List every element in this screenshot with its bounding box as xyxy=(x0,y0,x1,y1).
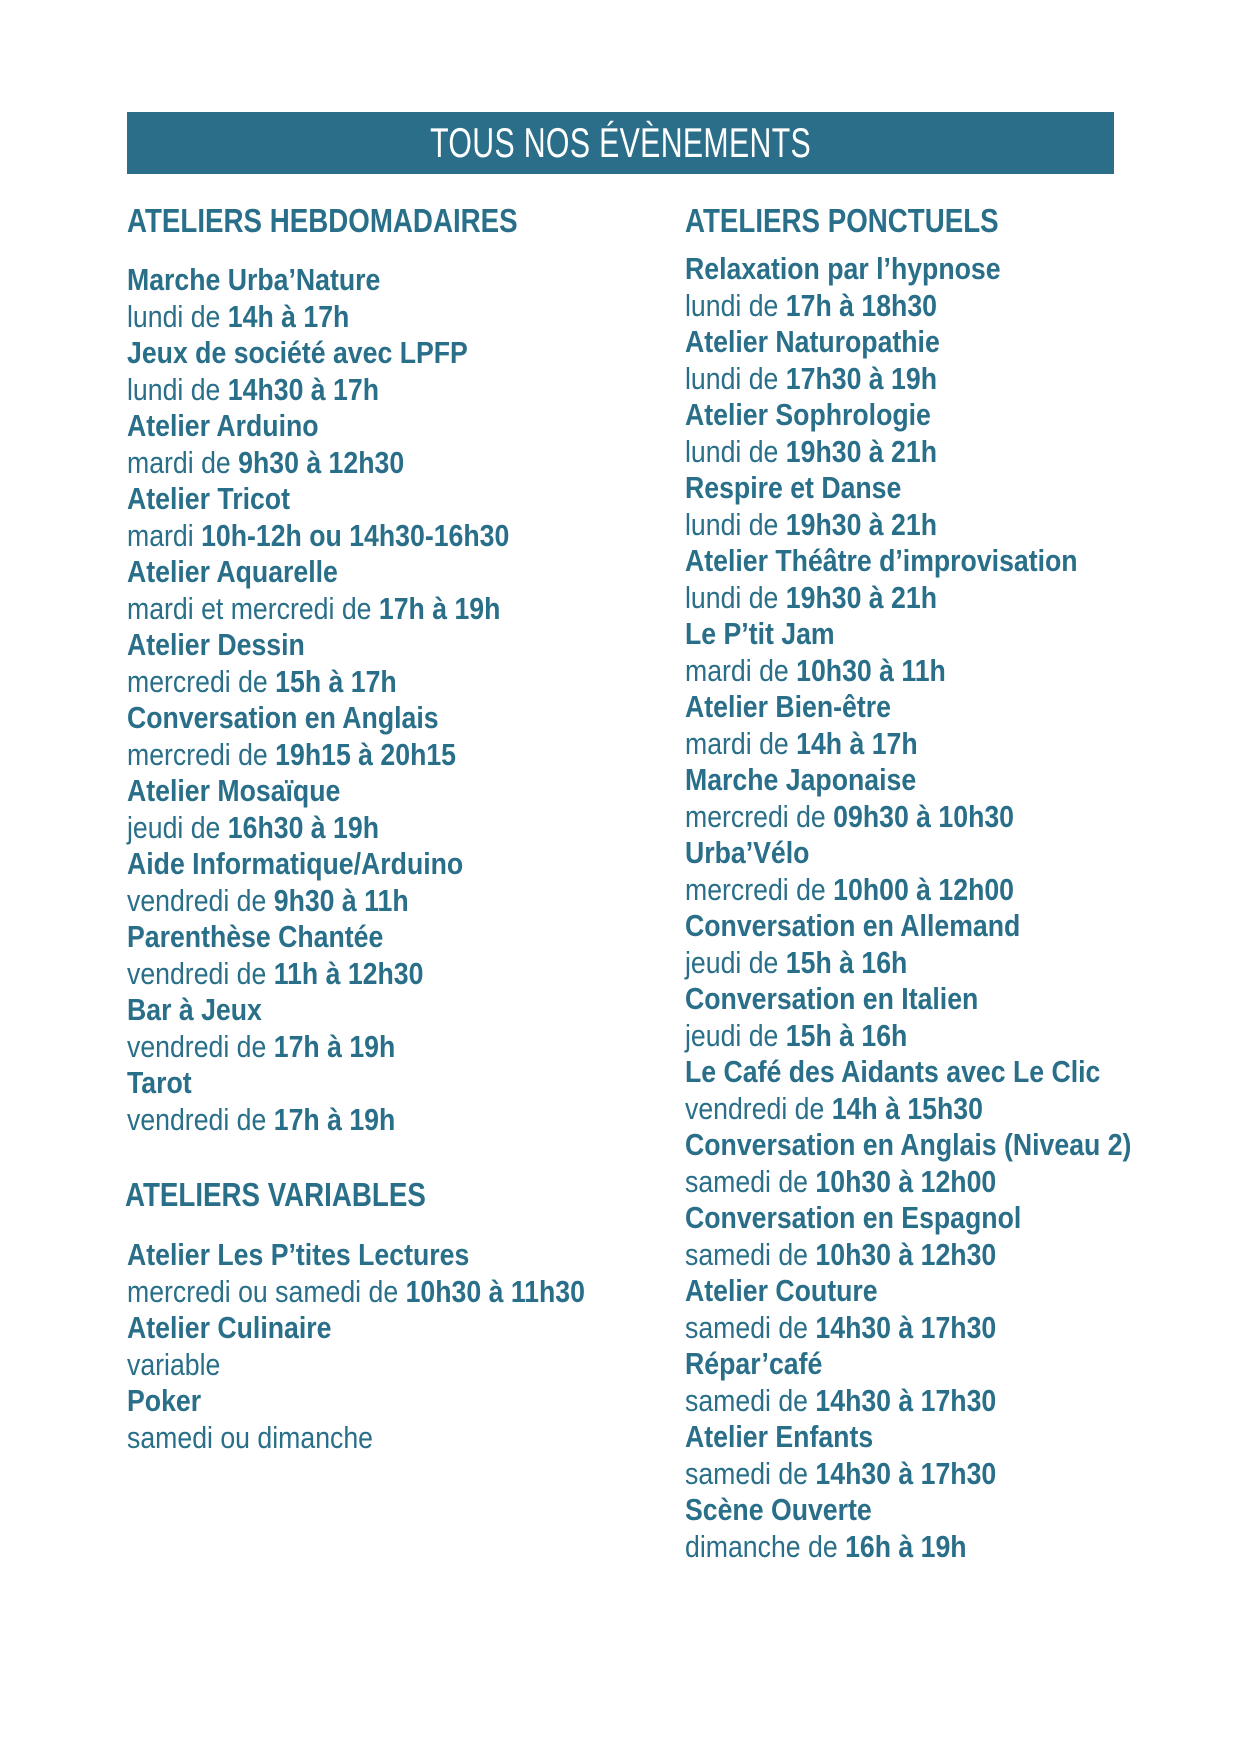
event-day: lundi de xyxy=(685,360,786,396)
event-item xyxy=(685,470,1225,543)
event-schedule xyxy=(685,945,1149,982)
event-item xyxy=(127,481,667,554)
event-schedule xyxy=(127,299,591,336)
event-day: mercredi de xyxy=(685,871,834,907)
event-list-variables xyxy=(127,1237,667,1456)
event-day: vendredi de xyxy=(685,1090,832,1126)
event-name: Marche Japonaise xyxy=(685,762,917,797)
event-item xyxy=(127,700,667,773)
event-item xyxy=(127,262,667,335)
event-name: Atelier Couture xyxy=(685,1273,878,1308)
event-name: Atelier Arduino xyxy=(127,408,319,443)
event-day: jeudi de xyxy=(127,809,228,845)
event-name: Atelier Mosaïque xyxy=(127,773,341,808)
event-name: Conversation en Anglais xyxy=(127,700,439,735)
event-item xyxy=(127,627,667,700)
event-hours: 19h15 à 20h15 xyxy=(275,736,457,772)
event-name: Atelier Naturopathie xyxy=(685,324,940,359)
event-name: Atelier Aquarelle xyxy=(127,554,338,589)
event-hours: 15h à 16h xyxy=(785,944,908,980)
event-name: Le Café des Aidants avec Le Clic xyxy=(685,1054,1101,1089)
event-day: dimanche de xyxy=(685,1528,846,1564)
section-title-ponctuels: ATELIERS PONCTUELS xyxy=(685,202,999,239)
event-hours: 15h à 17h xyxy=(275,663,397,699)
event-schedule xyxy=(685,1164,1149,1201)
event-schedule xyxy=(127,956,591,993)
event-schedule xyxy=(127,883,591,920)
event-hours: 17h à 19h xyxy=(378,590,501,626)
event-schedule xyxy=(685,580,1149,617)
event-name: Relaxation par l’hypnose xyxy=(685,251,1001,286)
event-day: samedi de xyxy=(685,1382,816,1418)
left-column xyxy=(127,200,667,1456)
event-day: vendredi de xyxy=(127,955,274,991)
event-hours: 14h à 15h30 xyxy=(831,1090,983,1126)
event-hours: 16h30 à 19h xyxy=(227,809,379,845)
event-schedule xyxy=(685,1383,1149,1420)
event-day: variable xyxy=(127,1346,221,1382)
event-name: Aide Informatique/Arduino xyxy=(127,846,464,881)
event-item xyxy=(685,1346,1225,1419)
event-name: Répar’café xyxy=(685,1346,823,1381)
event-schedule xyxy=(685,872,1149,909)
event-item xyxy=(685,908,1225,981)
event-schedule xyxy=(127,664,591,701)
event-day: lundi de xyxy=(685,506,786,542)
event-name: Atelier Tricot xyxy=(127,481,290,516)
event-name: Conversation en Espagnol xyxy=(685,1200,1022,1235)
page-title: TOUS NOS ÉVÈNEMENTS xyxy=(430,119,811,166)
event-hours: 11h à 12h30 xyxy=(273,955,424,991)
event-hours: 19h30 à 21h xyxy=(785,579,937,615)
event-day: samedi de xyxy=(685,1309,816,1345)
event-schedule xyxy=(127,445,591,482)
event-hours: 17h à 18h30 xyxy=(785,287,937,323)
event-day: samedi ou dimanche xyxy=(127,1419,374,1455)
event-item xyxy=(127,992,667,1065)
event-schedule xyxy=(685,799,1149,836)
event-name: Atelier Sophrologie xyxy=(685,397,931,432)
event-day: vendredi de xyxy=(127,1028,274,1064)
event-hours: 14h à 17h xyxy=(796,725,918,761)
event-item xyxy=(127,554,667,627)
event-day: mercredi de xyxy=(127,736,276,772)
event-hours: 10h30 à 11h xyxy=(796,652,946,688)
event-hours: 14h30 à 17h30 xyxy=(815,1382,997,1418)
event-name: Parenthèse Chantée xyxy=(127,919,384,954)
event-item xyxy=(685,835,1225,908)
event-name: Atelier Théâtre d’improvisation xyxy=(685,543,1078,578)
event-day: samedi de xyxy=(685,1163,816,1199)
event-schedule xyxy=(685,1091,1149,1128)
event-hours: 10h30 à 12h30 xyxy=(815,1236,997,1272)
event-name: Urba’Vélo xyxy=(685,835,810,870)
event-item xyxy=(685,981,1225,1054)
event-schedule xyxy=(127,518,591,555)
event-list-ponctuels xyxy=(685,251,1225,1565)
event-name: Conversation en Anglais (Niveau 2) xyxy=(685,1127,1132,1162)
event-hours: 19h30 à 21h xyxy=(785,506,937,542)
event-day: vendredi de xyxy=(127,882,274,918)
event-hours: 17h30 à 19h xyxy=(785,360,937,396)
event-item xyxy=(685,1419,1225,1492)
event-schedule xyxy=(685,507,1149,544)
event-name: Conversation en Italien xyxy=(685,981,979,1016)
event-item xyxy=(127,1310,667,1383)
event-item xyxy=(685,616,1225,689)
event-item xyxy=(685,251,1225,324)
event-day: mercredi ou samedi de xyxy=(127,1273,406,1309)
event-name: Marche Urba’Nature xyxy=(127,262,381,297)
section-title-variables: ATELIERS VARIABLES xyxy=(125,1176,426,1213)
event-day: mardi de xyxy=(685,652,797,688)
event-item xyxy=(127,1065,667,1138)
event-schedule xyxy=(685,1310,1149,1347)
event-hours: 10h00 à 12h00 xyxy=(833,871,1015,907)
event-schedule xyxy=(685,1529,1149,1566)
event-hours: 14h30 à 17h30 xyxy=(815,1455,997,1491)
event-day: mardi xyxy=(127,517,202,553)
event-name: Tarot xyxy=(127,1065,192,1100)
event-item xyxy=(127,408,667,481)
event-schedule xyxy=(127,1274,591,1311)
event-item xyxy=(127,919,667,992)
title-banner xyxy=(127,112,1114,174)
event-day: lundi de xyxy=(127,298,228,334)
event-hours: 17h à 19h xyxy=(273,1028,396,1064)
event-name: Scène Ouverte xyxy=(685,1492,872,1527)
section-title-hebdomadaires: ATELIERS HEBDOMADAIRES xyxy=(127,202,518,239)
event-day: mardi de xyxy=(127,444,239,480)
event-item xyxy=(127,846,667,919)
event-schedule xyxy=(685,288,1149,325)
event-day: samedi de xyxy=(685,1455,816,1491)
event-day: vendredi de xyxy=(127,1101,274,1137)
event-hours: 10h30 à 12h00 xyxy=(815,1163,997,1199)
event-schedule xyxy=(127,810,591,847)
event-name: Bar à Jeux xyxy=(127,992,262,1027)
event-hours: 09h30 à 10h30 xyxy=(833,798,1015,834)
event-schedule xyxy=(685,434,1149,471)
event-day: jeudi de xyxy=(685,1017,786,1053)
event-schedule xyxy=(685,1456,1149,1493)
event-day: lundi de xyxy=(127,371,228,407)
event-day: mardi et mercredi de xyxy=(127,590,379,626)
event-item xyxy=(685,762,1225,835)
event-day: lundi de xyxy=(685,287,786,323)
event-item xyxy=(127,773,667,846)
event-item xyxy=(685,1273,1225,1346)
event-schedule xyxy=(127,1029,591,1066)
event-item xyxy=(685,1200,1225,1273)
event-name: Atelier Enfants xyxy=(685,1419,874,1454)
event-item xyxy=(685,397,1225,470)
event-schedule xyxy=(127,737,591,774)
event-name: Respire et Danse xyxy=(685,470,902,505)
event-list-hebdomadaires xyxy=(127,262,667,1138)
event-hours: 10h30 à 11h30 xyxy=(405,1273,585,1309)
event-name: Poker xyxy=(127,1383,202,1418)
event-day: jeudi de xyxy=(685,944,786,980)
event-name: Atelier Bien-être xyxy=(685,689,891,724)
event-day: lundi de xyxy=(685,579,786,615)
event-hours: 14h30 à 17h30 xyxy=(815,1309,997,1345)
event-day: mercredi de xyxy=(127,663,276,699)
event-hours: 9h30 à 11h xyxy=(273,882,409,918)
event-hours: 19h30 à 21h xyxy=(785,433,937,469)
event-schedule xyxy=(127,1347,591,1384)
event-schedule xyxy=(685,1018,1149,1055)
right-column xyxy=(685,200,1225,1565)
event-item xyxy=(685,1127,1225,1200)
event-schedule xyxy=(685,361,1149,398)
event-item xyxy=(685,543,1225,616)
event-item xyxy=(685,689,1225,762)
event-hours: 16h à 19h xyxy=(845,1528,967,1564)
event-day: mercredi de xyxy=(685,798,834,834)
event-name: Conversation en Allemand xyxy=(685,908,1021,943)
event-schedule xyxy=(127,372,591,409)
event-item xyxy=(685,1054,1225,1127)
event-hours: 14h30 à 17h xyxy=(227,371,379,407)
event-item xyxy=(127,1383,667,1456)
event-hours: 14h à 17h xyxy=(227,298,350,334)
event-schedule xyxy=(685,1237,1149,1274)
event-day: mardi de xyxy=(685,725,797,761)
event-schedule xyxy=(685,726,1149,763)
event-name: Atelier Culinaire xyxy=(127,1310,332,1345)
event-item xyxy=(685,324,1225,397)
event-item xyxy=(685,1492,1225,1565)
event-name: Jeux de société avec LPFP xyxy=(127,335,468,370)
event-hours: 10h-12h ou 14h30-16h30 xyxy=(201,517,510,553)
event-schedule xyxy=(127,1420,591,1457)
event-hours: 17h à 19h xyxy=(273,1101,396,1137)
event-schedule xyxy=(685,653,1149,690)
event-schedule xyxy=(127,1102,591,1139)
event-day: samedi de xyxy=(685,1236,816,1272)
event-name: Atelier Les P’tites Lectures xyxy=(127,1237,470,1272)
event-hours: 15h à 16h xyxy=(785,1017,908,1053)
event-day: lundi de xyxy=(685,433,786,469)
event-name: Le P’tit Jam xyxy=(685,616,835,651)
event-hours: 9h30 à 12h30 xyxy=(238,444,405,480)
event-name: Atelier Dessin xyxy=(127,627,305,662)
event-item xyxy=(127,1237,667,1310)
event-schedule xyxy=(127,591,591,628)
event-item xyxy=(127,335,667,408)
